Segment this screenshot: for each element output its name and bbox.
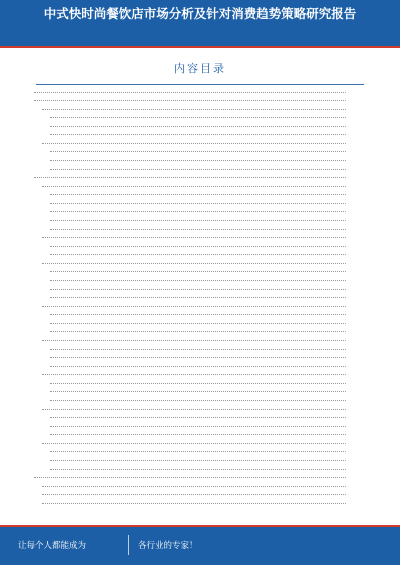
toc-dot-leader [50, 357, 346, 358]
toc-dot-leader [50, 229, 346, 230]
footer-accent-line [0, 525, 400, 527]
toc-heading: 内容目录 [174, 62, 226, 75]
toc-dot-leader [42, 503, 346, 504]
toc-dot-leader [42, 486, 346, 487]
toc-entry[interactable] [38, 105, 356, 113]
toc-entry[interactable] [46, 431, 356, 439]
toc-dot-leader [50, 117, 346, 118]
toc-dot-leader [50, 366, 346, 367]
toc-entry[interactable] [46, 114, 356, 122]
toc-dot-leader [42, 306, 346, 307]
toc-entry[interactable] [38, 405, 356, 413]
toc-entry[interactable] [46, 208, 356, 216]
toc-dot-leader [34, 477, 346, 478]
toc-dot-leader [50, 314, 346, 315]
toc-dot-leader [50, 169, 346, 170]
toc-entry[interactable] [46, 165, 356, 173]
toc-dot-leader [50, 220, 346, 221]
toc-entry[interactable] [46, 397, 356, 405]
toc-dot-leader [42, 186, 346, 187]
toc-dot-leader [50, 151, 346, 152]
toc-dot-leader [50, 160, 346, 161]
toc-dot-leader [50, 323, 346, 324]
toc-dot-leader [50, 451, 346, 452]
toc-dot-leader [42, 109, 346, 110]
toc-entry[interactable] [46, 285, 356, 293]
toc-dot-leader [50, 426, 346, 427]
toc-entry[interactable] [46, 122, 356, 130]
toc-dot-leader [42, 263, 346, 264]
toc-dot-leader [50, 469, 346, 470]
toc-entry[interactable] [30, 97, 356, 105]
toc-dot-leader [50, 254, 346, 255]
toc-entry[interactable] [46, 448, 356, 456]
toc-dot-leader [50, 349, 346, 350]
toc-dot-leader [50, 383, 346, 384]
toc-entry[interactable] [38, 259, 356, 267]
toc-entry[interactable] [46, 457, 356, 465]
toc-entry[interactable] [46, 379, 356, 387]
toc-heading-rule [36, 84, 364, 85]
footer-divider [128, 535, 129, 555]
toc-entry[interactable] [46, 294, 356, 302]
toc-dot-leader [50, 246, 346, 247]
toc-entry[interactable] [46, 131, 356, 139]
toc-entry[interactable] [38, 337, 356, 345]
report-title: 中式快时尚餐饮店市场分析及针对消费趋势策略研究报告 [43, 7, 357, 21]
toc-entry[interactable] [46, 345, 356, 353]
toc-entry[interactable] [38, 482, 356, 490]
toc-entry[interactable] [46, 225, 356, 233]
toc-dot-leader [50, 203, 346, 204]
toc-entry[interactable] [46, 422, 356, 430]
toc-entry[interactable] [38, 499, 356, 507]
toc-entry[interactable] [38, 182, 356, 190]
toc-dot-leader [50, 194, 346, 195]
toc-dot-leader [50, 289, 346, 290]
footer-tagline: 各行业的专家！ [138, 540, 198, 550]
toc-dot-leader [50, 460, 346, 461]
toc-entry[interactable] [46, 311, 356, 319]
toc-entry[interactable] [46, 362, 356, 370]
toc-entry[interactable] [46, 388, 356, 396]
toc-dot-leader [50, 417, 346, 418]
table-of-contents [30, 88, 356, 508]
toc-dot-leader [42, 340, 346, 341]
toc-dot-leader [42, 237, 346, 238]
toc-entry[interactable] [38, 234, 356, 242]
toc-entry[interactable] [46, 251, 356, 259]
toc-dot-leader [50, 126, 346, 127]
toc-entry[interactable] [46, 157, 356, 165]
toc-entry[interactable] [38, 302, 356, 310]
toc-entry[interactable] [38, 371, 356, 379]
toc-dot-leader [50, 331, 346, 332]
toc-entry[interactable] [46, 277, 356, 285]
toc-entry[interactable] [46, 354, 356, 362]
toc-entry[interactable] [46, 465, 356, 473]
toc-dot-leader [34, 92, 346, 93]
toc-dot-leader [50, 400, 346, 401]
toc-entry[interactable] [30, 88, 356, 96]
toc-entry[interactable] [38, 439, 356, 447]
toc-entry[interactable] [46, 148, 356, 156]
toc-entry[interactable] [46, 242, 356, 250]
toc-dot-leader [42, 443, 346, 444]
toc-dot-leader [50, 297, 346, 298]
toc-dot-leader [50, 134, 346, 135]
toc-dot-leader [42, 374, 346, 375]
toc-entry[interactable] [46, 199, 356, 207]
toc-entry[interactable] [38, 139, 356, 147]
toc-dot-leader [50, 391, 346, 392]
toc-dot-leader [42, 409, 346, 410]
header-accent-line [0, 46, 400, 48]
toc-dot-leader [42, 143, 346, 144]
toc-entry[interactable] [46, 414, 356, 422]
toc-entry[interactable] [46, 319, 356, 327]
toc-dot-leader [34, 100, 346, 101]
toc-dot-leader [50, 434, 346, 435]
toc-entry[interactable] [46, 268, 356, 276]
toc-entry[interactable] [38, 491, 356, 499]
toc-dot-leader [50, 280, 346, 281]
footer-slogan: 让每个人都能成为 [18, 540, 87, 550]
toc-dot-leader [50, 211, 346, 212]
toc-entry[interactable] [46, 328, 356, 336]
toc-entry[interactable] [30, 474, 356, 482]
toc-dot-leader [42, 494, 346, 495]
toc-dot-leader [50, 271, 346, 272]
toc-entry[interactable] [30, 174, 356, 182]
toc-entry[interactable] [46, 217, 356, 225]
toc-dot-leader [34, 177, 346, 178]
toc-entry[interactable] [46, 191, 356, 199]
